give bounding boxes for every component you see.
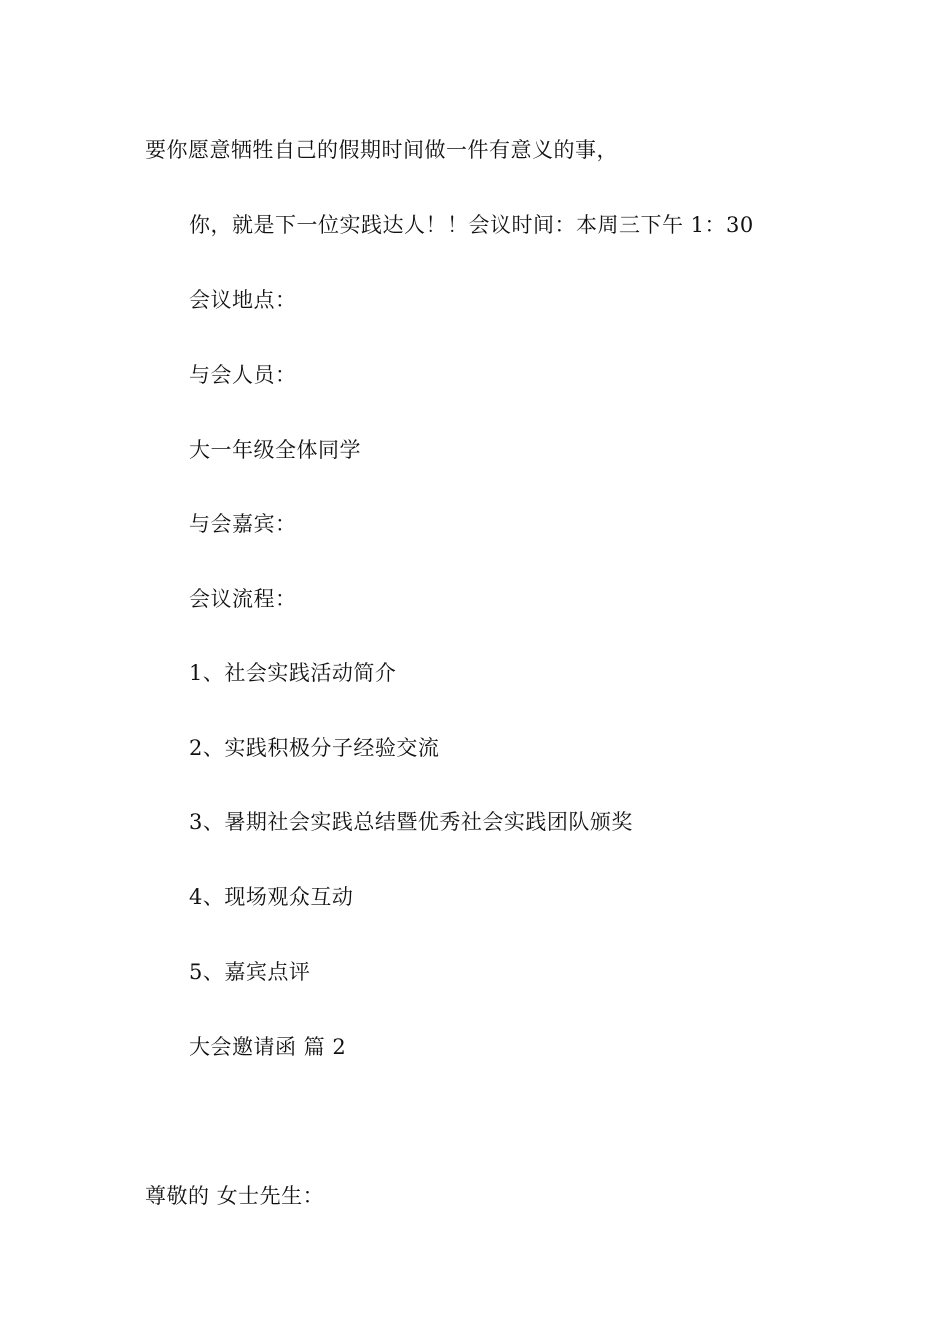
agenda-item: 3、暑期社会实践总结暨优秀社会实践团队颁奖 (189, 810, 633, 834)
paragraph-meeting-location: 会议地点： (189, 288, 297, 312)
agenda-item: 5、嘉宾点评 (189, 960, 311, 984)
paragraph-intro: 要你愿意牺牲自己的假期时间做一件有意义的事， (145, 138, 618, 162)
agenda-item: 1、社会实践活动简介 (189, 661, 397, 685)
paragraph-guests-label: 与会嘉宾： (189, 512, 297, 536)
paragraph-attendees: 大一年级全体同学 (189, 438, 361, 462)
paragraph-attendees-label: 与会人员： (189, 363, 297, 387)
section-heading: 大会邀请函 篇 2 (189, 1035, 347, 1059)
salutation: 尊敬的 女士先生： (145, 1184, 325, 1208)
paragraph-agenda-label: 会议流程： (189, 587, 297, 611)
agenda-item: 4、现场观众互动 (189, 885, 354, 909)
agenda-item: 2、实践积极分子经验交流 (189, 736, 440, 760)
paragraph-meeting-time: 你，就是下一位实践达人！！会议时间：本周三下午 1：30 (189, 213, 754, 237)
